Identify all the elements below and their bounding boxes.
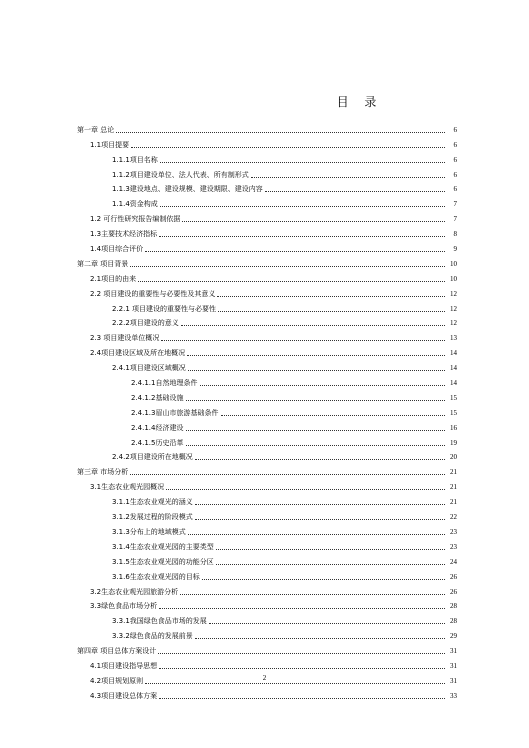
toc-entry[interactable] bbox=[77, 448, 457, 463]
dot-leader bbox=[188, 533, 445, 535]
toc-entry-page: 29 bbox=[450, 632, 457, 641]
toc-entry[interactable] bbox=[77, 597, 457, 612]
toc-entry[interactable] bbox=[77, 403, 457, 418]
toc-entry[interactable] bbox=[77, 150, 457, 165]
toc-entry-page: 13 bbox=[450, 334, 457, 343]
toc-entry[interactable] bbox=[77, 269, 457, 284]
dot-leader bbox=[160, 205, 445, 207]
toc-entry-page: 14 bbox=[450, 379, 457, 388]
toc-entry-label: 3.1生态农业观光园概况 bbox=[90, 483, 165, 492]
toc-entry-label: 4.2项目规划原则 bbox=[90, 676, 144, 685]
toc-entry-label: 3.1.6生态农业观光园的目标 bbox=[112, 572, 200, 581]
toc-entry-page: 10 bbox=[450, 259, 457, 268]
toc-entry-page: 8 bbox=[453, 230, 457, 239]
toc-entry-page: 33 bbox=[450, 691, 457, 700]
toc-entry-page: 16 bbox=[450, 423, 457, 432]
dot-leader bbox=[195, 458, 445, 460]
toc-entry-page: 12 bbox=[450, 304, 457, 313]
toc-entry-label: 1.1.2项目建设单位、法人代表、所有制形式 bbox=[112, 170, 249, 179]
dot-leader bbox=[218, 310, 445, 312]
toc-entry-page: 6 bbox=[453, 155, 457, 164]
toc-entry[interactable] bbox=[77, 165, 457, 180]
toc-entry[interactable] bbox=[77, 120, 457, 135]
toc-entry-page: 26 bbox=[450, 587, 457, 596]
toc-entry-page: 20 bbox=[450, 453, 457, 462]
toc-entry[interactable] bbox=[77, 656, 457, 671]
toc-entry-label: 3.1.1生态农业观光的涵义 bbox=[112, 498, 193, 507]
toc-entry-label: 3.2生态农业观光园旅游分析 bbox=[90, 587, 179, 596]
toc-entry-label: 2.4.1项目建设区域概况 bbox=[112, 364, 186, 373]
toc-entry[interactable] bbox=[77, 180, 457, 195]
dot-leader bbox=[182, 220, 445, 222]
dot-leader bbox=[158, 652, 445, 654]
dot-leader bbox=[216, 563, 445, 565]
dot-leader bbox=[200, 384, 446, 386]
toc-entry-page: 21 bbox=[450, 498, 457, 507]
toc-entry-label: 第四章 项目总体方案设计 bbox=[77, 647, 157, 656]
toc-entry-label: 4.3项目建设总体方案 bbox=[90, 691, 158, 700]
toc-entry-label: 第二章 项目背景 bbox=[77, 259, 129, 268]
dot-leader bbox=[159, 667, 445, 669]
dot-leader bbox=[145, 250, 445, 252]
toc-entry-label: 2.4.1.4经济建设 bbox=[131, 423, 184, 432]
dot-leader bbox=[116, 131, 445, 133]
toc-entry-label: 1.1.4资金构成 bbox=[112, 200, 158, 209]
toc-entry-page: 22 bbox=[450, 513, 457, 522]
dot-leader bbox=[186, 429, 446, 431]
toc-entry-label: 2.1项目的由来 bbox=[90, 274, 137, 283]
toc-entry-label: 3.1.2发展过程的阶段模式 bbox=[112, 513, 193, 522]
toc-entry[interactable] bbox=[77, 641, 457, 656]
toc-entry[interactable] bbox=[77, 567, 457, 582]
toc-entry-page: 6 bbox=[453, 170, 457, 179]
toc-entry[interactable] bbox=[77, 135, 457, 150]
dot-leader bbox=[159, 607, 445, 609]
toc-entry-label: 3.1.5生态农业观光园的功能分区 bbox=[112, 557, 214, 566]
toc-entry-label: 1.1.3建设地点、建设规模、建设期限、建设内容 bbox=[112, 185, 263, 194]
toc-entry-label: 2.4项目建设区域及所在地概况 bbox=[90, 349, 186, 358]
dot-leader bbox=[209, 622, 445, 624]
dot-leader bbox=[131, 146, 445, 148]
toc-entry-page: 23 bbox=[450, 527, 457, 536]
toc-entry[interactable] bbox=[77, 552, 457, 567]
toc-entry-label: 2.4.1.1自然地理条件 bbox=[131, 379, 198, 388]
toc-entry-label: 第一章 总论 bbox=[77, 125, 115, 134]
dot-leader bbox=[188, 369, 445, 371]
dot-leader bbox=[195, 518, 445, 520]
toc-entry-page: 23 bbox=[450, 542, 457, 551]
toc-entry[interactable] bbox=[77, 686, 457, 701]
toc-entry-label: 2.2 项目建设的重要性与必要性及其意义 bbox=[90, 289, 216, 298]
toc-entry-page: 7 bbox=[453, 200, 457, 209]
dot-leader bbox=[216, 548, 445, 550]
toc-entry[interactable] bbox=[77, 254, 457, 269]
toc-entry[interactable] bbox=[77, 328, 457, 343]
toc-entry[interactable] bbox=[77, 492, 457, 507]
toc-entry-page: 31 bbox=[450, 647, 457, 656]
dot-leader bbox=[202, 578, 445, 580]
toc-entry[interactable] bbox=[77, 388, 457, 403]
toc-entry-page: 10 bbox=[450, 274, 457, 283]
toc-entry-page: 28 bbox=[450, 617, 457, 626]
toc-entry-label: 1.4项目综合评价 bbox=[90, 245, 144, 254]
dot-leader bbox=[130, 473, 445, 475]
toc-entry-page: 21 bbox=[450, 468, 457, 477]
toc-entry-page: 7 bbox=[453, 215, 457, 224]
toc-entry-label: 3.3绿色食品市场分析 bbox=[90, 602, 158, 611]
toc-entry[interactable] bbox=[77, 314, 457, 329]
toc-entry[interactable] bbox=[77, 611, 457, 626]
toc-entry-page: 14 bbox=[450, 364, 457, 373]
dot-leader bbox=[130, 265, 445, 267]
toc-entry-page: 6 bbox=[453, 125, 457, 134]
dot-leader bbox=[186, 444, 446, 446]
toc-entry[interactable] bbox=[77, 626, 457, 641]
toc-entry-label: 第三章 市场分析 bbox=[77, 468, 129, 477]
toc-entry[interactable] bbox=[77, 299, 457, 314]
toc-entry[interactable] bbox=[77, 194, 457, 209]
toc-entry[interactable] bbox=[77, 239, 457, 254]
dot-leader bbox=[186, 399, 446, 401]
dot-leader bbox=[221, 414, 446, 416]
toc-entry[interactable] bbox=[77, 418, 457, 433]
dot-leader bbox=[187, 354, 445, 356]
dot-leader bbox=[159, 235, 445, 237]
toc-entry-label: 3.1.4生态农业观光园的主要类型 bbox=[112, 542, 214, 551]
toc-entry-page: 31 bbox=[450, 661, 457, 670]
toc-entry-page: 15 bbox=[450, 408, 457, 417]
toc-entry-page: 9 bbox=[453, 245, 457, 254]
toc-entry-page: 31 bbox=[450, 676, 457, 685]
dot-leader bbox=[145, 682, 445, 684]
toc-entry[interactable] bbox=[77, 284, 457, 299]
toc-entry[interactable] bbox=[77, 373, 457, 388]
dot-leader bbox=[181, 324, 445, 326]
toc-entry[interactable] bbox=[77, 433, 457, 448]
toc-entry-label: 2.4.1.3眉山市旅游基础条件 bbox=[131, 408, 219, 417]
toc-title: 目 录 bbox=[336, 95, 383, 109]
dot-leader bbox=[159, 697, 445, 699]
dot-leader bbox=[138, 280, 445, 282]
toc-entry-page: 24 bbox=[450, 557, 457, 566]
toc-entry[interactable] bbox=[77, 582, 457, 597]
dot-leader bbox=[265, 190, 445, 192]
dot-leader bbox=[195, 503, 445, 505]
toc-entry[interactable] bbox=[77, 462, 457, 477]
toc-entry[interactable] bbox=[77, 507, 457, 522]
toc-entry[interactable] bbox=[77, 358, 457, 373]
toc-entry-label: 4.1项目建设指导思想 bbox=[90, 661, 158, 670]
toc-entry[interactable] bbox=[77, 224, 457, 239]
toc-entry-page: 6 bbox=[453, 185, 457, 194]
toc-entry-page: 21 bbox=[450, 483, 457, 492]
dot-leader bbox=[251, 176, 445, 178]
toc-entry-label: 1.1项目提要 bbox=[90, 140, 130, 149]
toc-entry-label: 2.4.1.5历史沿革 bbox=[131, 438, 184, 447]
toc-entry-page: 26 bbox=[450, 572, 457, 581]
dot-leader bbox=[217, 295, 445, 297]
dot-leader bbox=[195, 637, 445, 639]
toc-entry-page: 12 bbox=[450, 289, 457, 298]
toc-entry-page: 15 bbox=[450, 393, 457, 402]
toc-entry[interactable] bbox=[77, 343, 457, 358]
toc-entry-label: 3.3.2绿色食品的发展前景 bbox=[112, 632, 193, 641]
toc-entry-label: 2.4.2项目建设所在地概况 bbox=[112, 453, 193, 462]
dot-leader bbox=[161, 339, 445, 341]
toc-entry-label: 1.3主要技术经济指标 bbox=[90, 230, 158, 239]
page-number: 2 bbox=[262, 674, 267, 682]
toc-entry-page: 14 bbox=[450, 349, 457, 358]
toc-entry-label: 1.2 可行性研究报告编制依据 bbox=[90, 215, 181, 224]
dot-leader bbox=[180, 593, 445, 595]
toc-entry-page: 19 bbox=[450, 438, 457, 447]
dot-leader bbox=[160, 161, 445, 163]
toc-entry-label: 2.2.2项目建设的意义 bbox=[112, 319, 179, 328]
toc-entry-label: 2.4.1.2基础设施 bbox=[131, 393, 184, 402]
toc-entry-label: 2.2.1 项目建设的重要性与必要性 bbox=[112, 304, 217, 313]
toc-entry-page: 6 bbox=[453, 140, 457, 149]
toc-entry-label: 2.3 项目建设单位概况 bbox=[90, 334, 160, 343]
toc-entry-label: 3.3.1我国绿色食品市场的发展 bbox=[112, 617, 207, 626]
table-of-contents bbox=[77, 120, 457, 701]
toc-entry-label: 1.1.1项目名称 bbox=[112, 155, 158, 164]
toc-entry-label: 3.1.3分布上的地域模式 bbox=[112, 527, 186, 536]
toc-entry[interactable] bbox=[77, 522, 457, 537]
toc-entry[interactable] bbox=[77, 477, 457, 492]
toc-entry[interactable] bbox=[77, 537, 457, 552]
toc-entry-page: 12 bbox=[450, 319, 457, 328]
toc-entry-page: 28 bbox=[450, 602, 457, 611]
toc-entry[interactable] bbox=[77, 209, 457, 224]
dot-leader bbox=[166, 488, 445, 490]
